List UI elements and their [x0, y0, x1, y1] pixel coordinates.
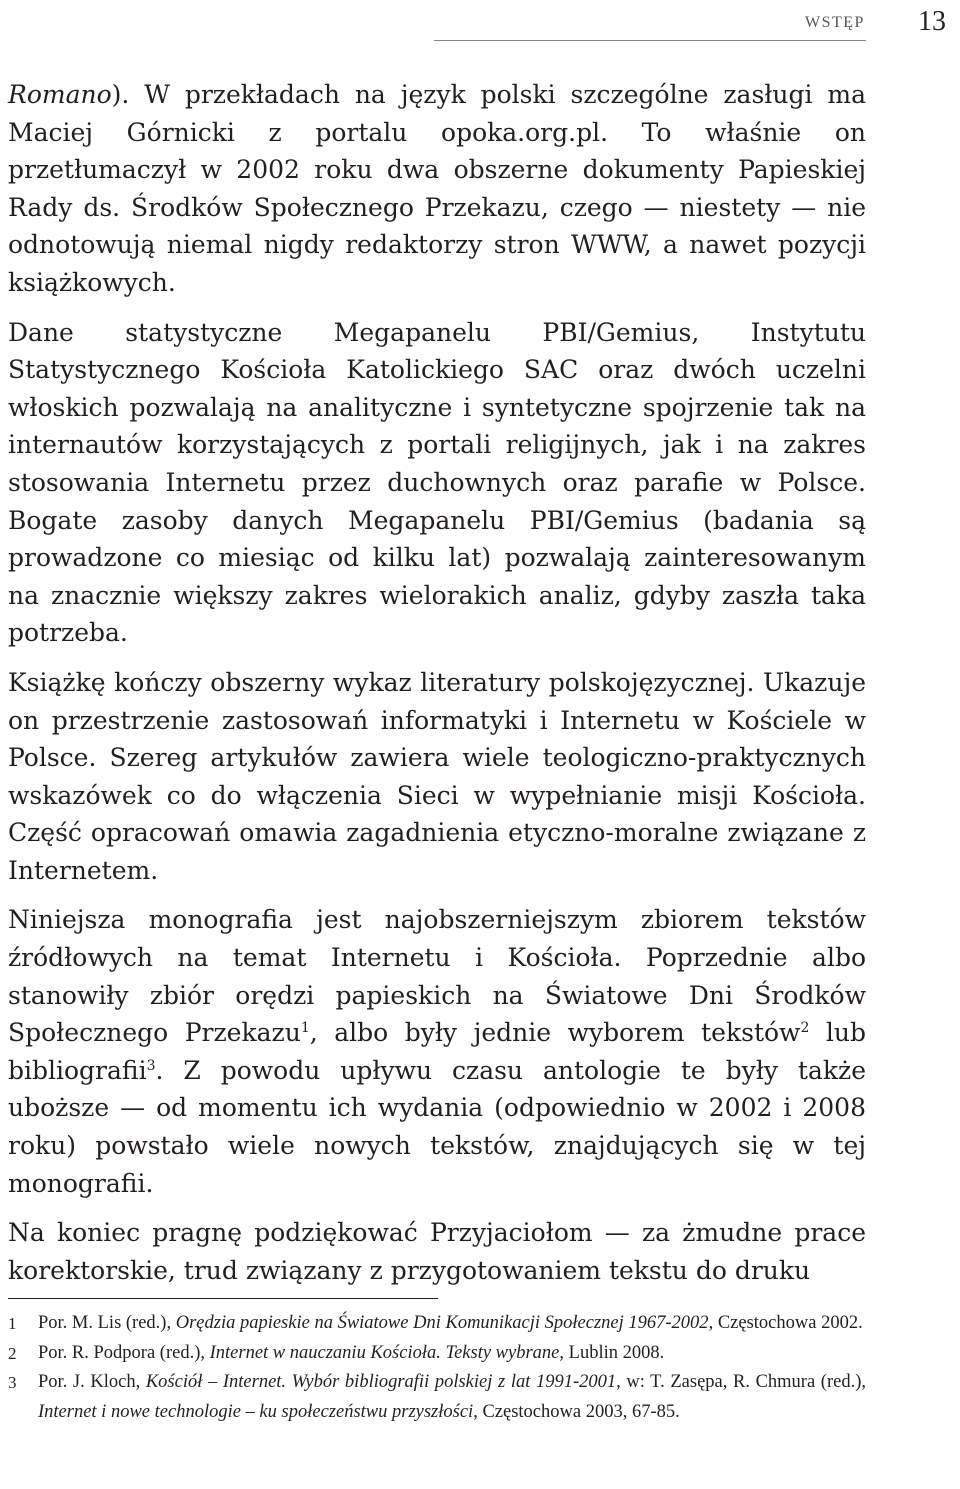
- footnote-number: 2: [8, 1343, 17, 1363]
- header-rule: [434, 40, 866, 41]
- footnote-2: [8, 1339, 866, 1369]
- paragraph-2: Dane statystyczne Megapanelu PBI/Gemius, Instytutu Statystycznego Kościoła Katolickiego SAC oraz dwóch uczelni włoskich pozwalają na analityczne i syntetyczne spojrzenie tak na internautów korzystających z portali religijnych, jak i na zakres stosowania Internetu przez duchownych oraz parafie w Polsce. Bogate zasoby danych Megapanelu PBI/Gemius (badania są prowadzone co miesiąc od kilku lat) pozwalają zainteresowanym na znacznie większy zakres wielorakich analiz, gdyby zaszła taka potrzeba.: [8, 317, 866, 648]
- fn-text-c: , w: T. Zasępa, R. Chmura (red.),: [616, 1372, 866, 1392]
- footnote-text: [38, 1368, 866, 1427]
- paragraph-4-text-b: , albo były jednie wyborem tekstów: [309, 1018, 801, 1048]
- footnote-number: 1: [8, 1314, 17, 1333]
- fn-text-a: Por. M. Lis (red.),: [38, 1313, 176, 1333]
- footnote-1: [8, 1309, 866, 1339]
- fn-title-2: Internet i nowe technologie – ku społeczeństwu przyszłości: [38, 1401, 474, 1422]
- paragraph-4-text-d: . Z powodu upływu czasu antologie te były także uboższe — od momentu ich wydania (odpowiednio w 2002 i 2008 roku) powstało wiele nowych tekstów, znajdujących się w tej monografii.: [8, 1055, 866, 1198]
- footnotes: [8, 1298, 866, 1427]
- fn-text-c: , Częstochowa 2002.: [708, 1313, 863, 1333]
- page-number: 13: [918, 6, 946, 37]
- footnote-ref-1[interactable]: 1: [300, 1020, 310, 1037]
- footnote-ref-3[interactable]: 3: [146, 1057, 156, 1074]
- fn-text-a: Por. R. Podpora (red.),: [38, 1342, 210, 1363]
- paragraph-1-text: ). W przekładach na język polski szczególne zasługi ma Maciej Górnicki z portalu opoka.org.pl. To właśnie on przetłumaczył w 2002 roku dwa obszerne dokumenty Papieskiej Rady ds. Środków Społecznego Przekazu, czego — niestety — nie odnotowują niemal nigdy redaktorzy stron WWW, a nawet pozycji książkowych.: [8, 80, 866, 297]
- paragraph-1: [8, 76, 866, 302]
- paragraph-5: Na koniec pragnę podziękować Przyjaciołom — za żmudne prace korektorskie, trud związany z przygotowaniem tekstu do druku: [8, 1218, 866, 1285]
- fn-text-e: , Częstochowa 2003, 67-85.: [473, 1401, 680, 1422]
- fn-text-c: , Lublin 2008.: [559, 1342, 665, 1363]
- paragraph-4: [8, 901, 866, 1202]
- paragraph-4-text-a: Niniejsza monografia jest najobszerniejszym zbiorem tekstów źródłowych na temat Internetu i Kościoła. Poprzednie albo stanowiły zbiór orędzi papieskich na Światowe Dni Środków Społecznego Przekazu: [8, 905, 866, 1048]
- footnote-text: [38, 1309, 866, 1339]
- fn-title: Kościół – Internet. Wybór bibliografii polskiej z lat 1991-2001: [145, 1372, 617, 1392]
- body-text: [8, 76, 866, 1289]
- running-head: WSTĘP: [805, 14, 865, 31]
- paragraph-4-text-c: lub bibliografii: [8, 1018, 867, 1085]
- italic-romano: Romano: [8, 80, 112, 109]
- footnote-ref-2[interactable]: 2: [800, 1020, 810, 1037]
- page-header: [0, 8, 960, 48]
- footnote-number: 3: [8, 1373, 17, 1392]
- paragraph-3: Książkę kończy obszerny wykaz literatury polskojęzycznej. Ukazuje on przestrzenie zastosowań informatyki i Internetu w Kościele w Polsce. Szereg artykułów zawiera wiele teologiczno-praktycznych wskazówek co do włączenia Sieci w wypełnianie misji Kościoła. Część opracowań omawia zagadnienia etyczno-moralne związane z Internetem.: [8, 667, 866, 885]
- footnote-text: [38, 1339, 866, 1369]
- fn-title: Internet w nauczaniu Kościoła. Teksty wybrane: [209, 1342, 560, 1363]
- footnote-rule: [8, 1298, 438, 1299]
- footnote-3: [8, 1368, 866, 1427]
- fn-text-a: Por. J. Kloch,: [38, 1372, 146, 1392]
- fn-title: Orędzia papieskie na Światowe Dni Komunikacji Społecznej 1967-2002: [175, 1313, 709, 1333]
